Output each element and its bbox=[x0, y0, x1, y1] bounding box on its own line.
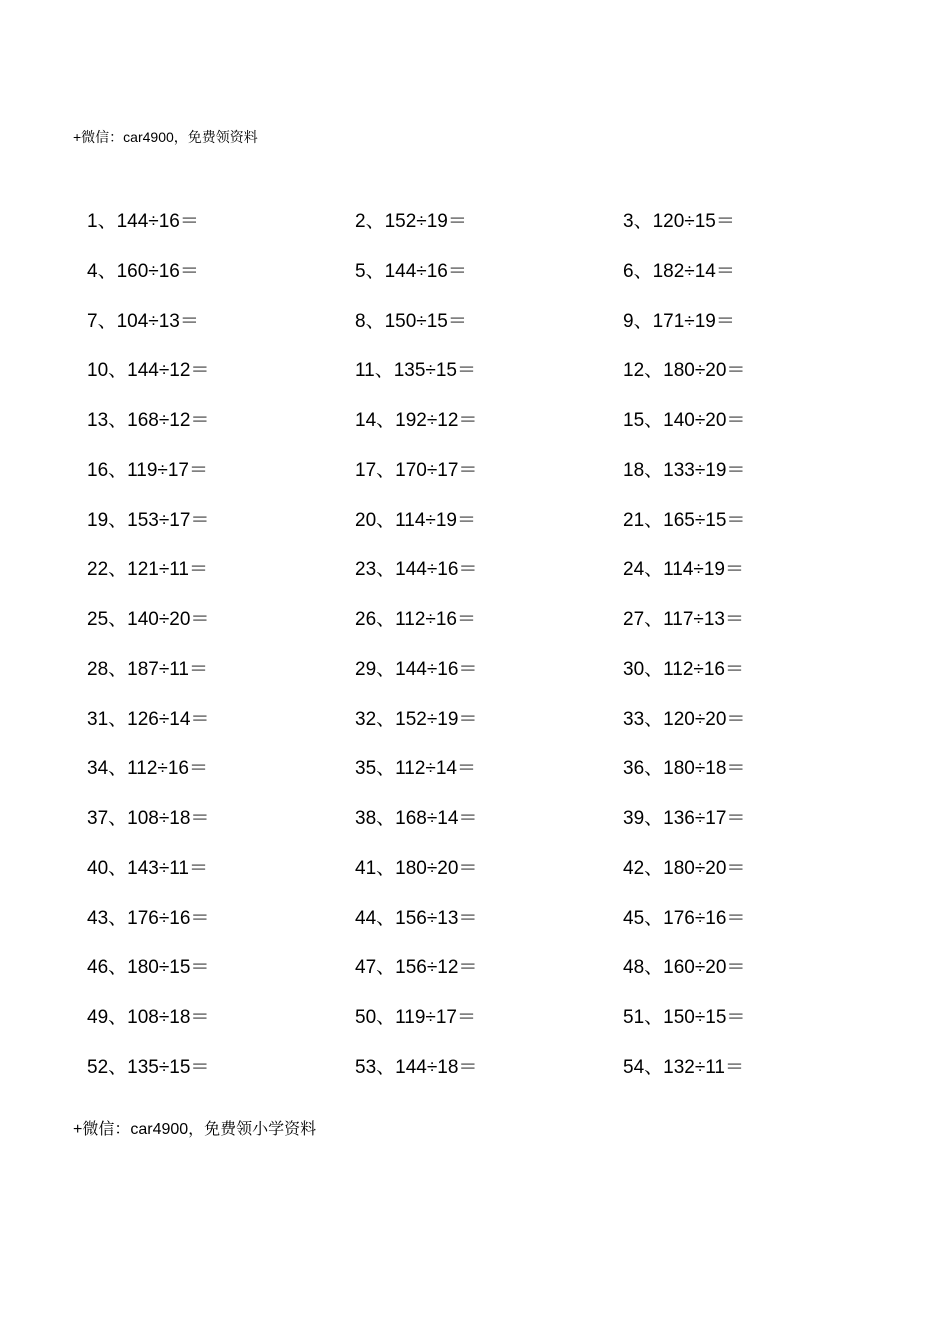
problem-item: 10、144÷12＝ bbox=[87, 360, 210, 382]
footer-note: +微信：car4900，免费领小学资料 bbox=[73, 1121, 317, 1138]
problem-item: 35、112÷14＝ bbox=[355, 758, 476, 780]
header-note: +微信：car4900，免费领资料 bbox=[73, 129, 258, 145]
problem-item: 7、104÷13＝ bbox=[87, 310, 199, 332]
problem-item: 49、108÷18＝ bbox=[87, 1007, 210, 1028]
problem-item: 23、144÷16＝ bbox=[355, 559, 478, 581]
problem-item: 34、112÷16＝ bbox=[87, 758, 208, 780]
problem-item: 53、144÷18＝ bbox=[355, 1056, 478, 1078]
problem-item: 26、112÷16＝ bbox=[355, 609, 476, 630]
problem-item: 24、114÷19＝ bbox=[623, 559, 744, 581]
problem-item: 5、144÷16＝ bbox=[355, 260, 467, 282]
problem-item: 20、114÷19＝ bbox=[355, 509, 476, 531]
problem-item: 18、133÷19＝ bbox=[623, 459, 746, 481]
problem-item: 15、140÷20＝ bbox=[623, 410, 746, 431]
problem-item: 9、171÷19＝ bbox=[623, 310, 735, 332]
problem-item: 36、180÷18＝ bbox=[623, 758, 746, 780]
problem-item: 17、170÷17＝ bbox=[355, 459, 478, 481]
problem-item: 13、168÷12＝ bbox=[87, 410, 210, 431]
problem-item: 32、152÷19＝ bbox=[355, 708, 478, 730]
problem-item: 42、180÷20＝ bbox=[623, 857, 746, 879]
problem-item: 39、136÷17＝ bbox=[623, 808, 746, 829]
problem-item: 2、152÷19＝ bbox=[355, 211, 467, 232]
problem-item: 33、120÷20＝ bbox=[623, 708, 746, 730]
problem-item: 41、180÷20＝ bbox=[355, 857, 478, 879]
problem-item: 48、160÷20＝ bbox=[623, 957, 746, 979]
problem-item: 6、182÷14＝ bbox=[623, 260, 735, 282]
problem-item: 25、140÷20＝ bbox=[87, 609, 210, 630]
problem-item: 11、135÷15＝ bbox=[355, 360, 476, 382]
problem-item: 37、108÷18＝ bbox=[87, 808, 210, 829]
problem-item: 8、150÷15＝ bbox=[355, 310, 467, 332]
problem-item: 44、156÷13＝ bbox=[355, 907, 478, 929]
problem-item: 22、121÷11＝ bbox=[87, 559, 208, 581]
problem-item: 43、176÷16＝ bbox=[87, 907, 210, 929]
problem-item: 1、144÷16＝ bbox=[87, 211, 199, 232]
problem-item: 52、135÷15＝ bbox=[87, 1056, 210, 1078]
problem-item: 29、144÷16＝ bbox=[355, 658, 478, 680]
problem-item: 12、180÷20＝ bbox=[623, 360, 746, 382]
problem-item: 30、112÷16＝ bbox=[623, 658, 744, 680]
problem-item: 16、119÷17＝ bbox=[87, 459, 208, 481]
problem-grid bbox=[87, 197, 897, 1093]
problem-item: 50、119÷17＝ bbox=[355, 1007, 476, 1028]
problem-item: 40、143÷11＝ bbox=[87, 857, 208, 879]
problem-item: 38、168÷14＝ bbox=[355, 808, 478, 829]
problem-item: 46、180÷15＝ bbox=[87, 957, 210, 979]
problem-item: 27、117÷13＝ bbox=[623, 609, 744, 630]
problem-item: 19、153÷17＝ bbox=[87, 509, 210, 531]
problem-item: 54、132÷11＝ bbox=[623, 1056, 744, 1078]
problem-item: 31、126÷14＝ bbox=[87, 708, 210, 730]
problem-item: 21、165÷15＝ bbox=[623, 509, 746, 531]
problem-item: 45、176÷16＝ bbox=[623, 907, 746, 929]
problem-item: 28、187÷11＝ bbox=[87, 658, 208, 680]
problem-item: 47、156÷12＝ bbox=[355, 957, 478, 979]
problem-item: 51、150÷15＝ bbox=[623, 1007, 746, 1028]
problem-item: 4、160÷16＝ bbox=[87, 260, 199, 282]
problem-item: 14、192÷12＝ bbox=[355, 410, 478, 431]
problem-item: 3、120÷15＝ bbox=[623, 211, 735, 232]
